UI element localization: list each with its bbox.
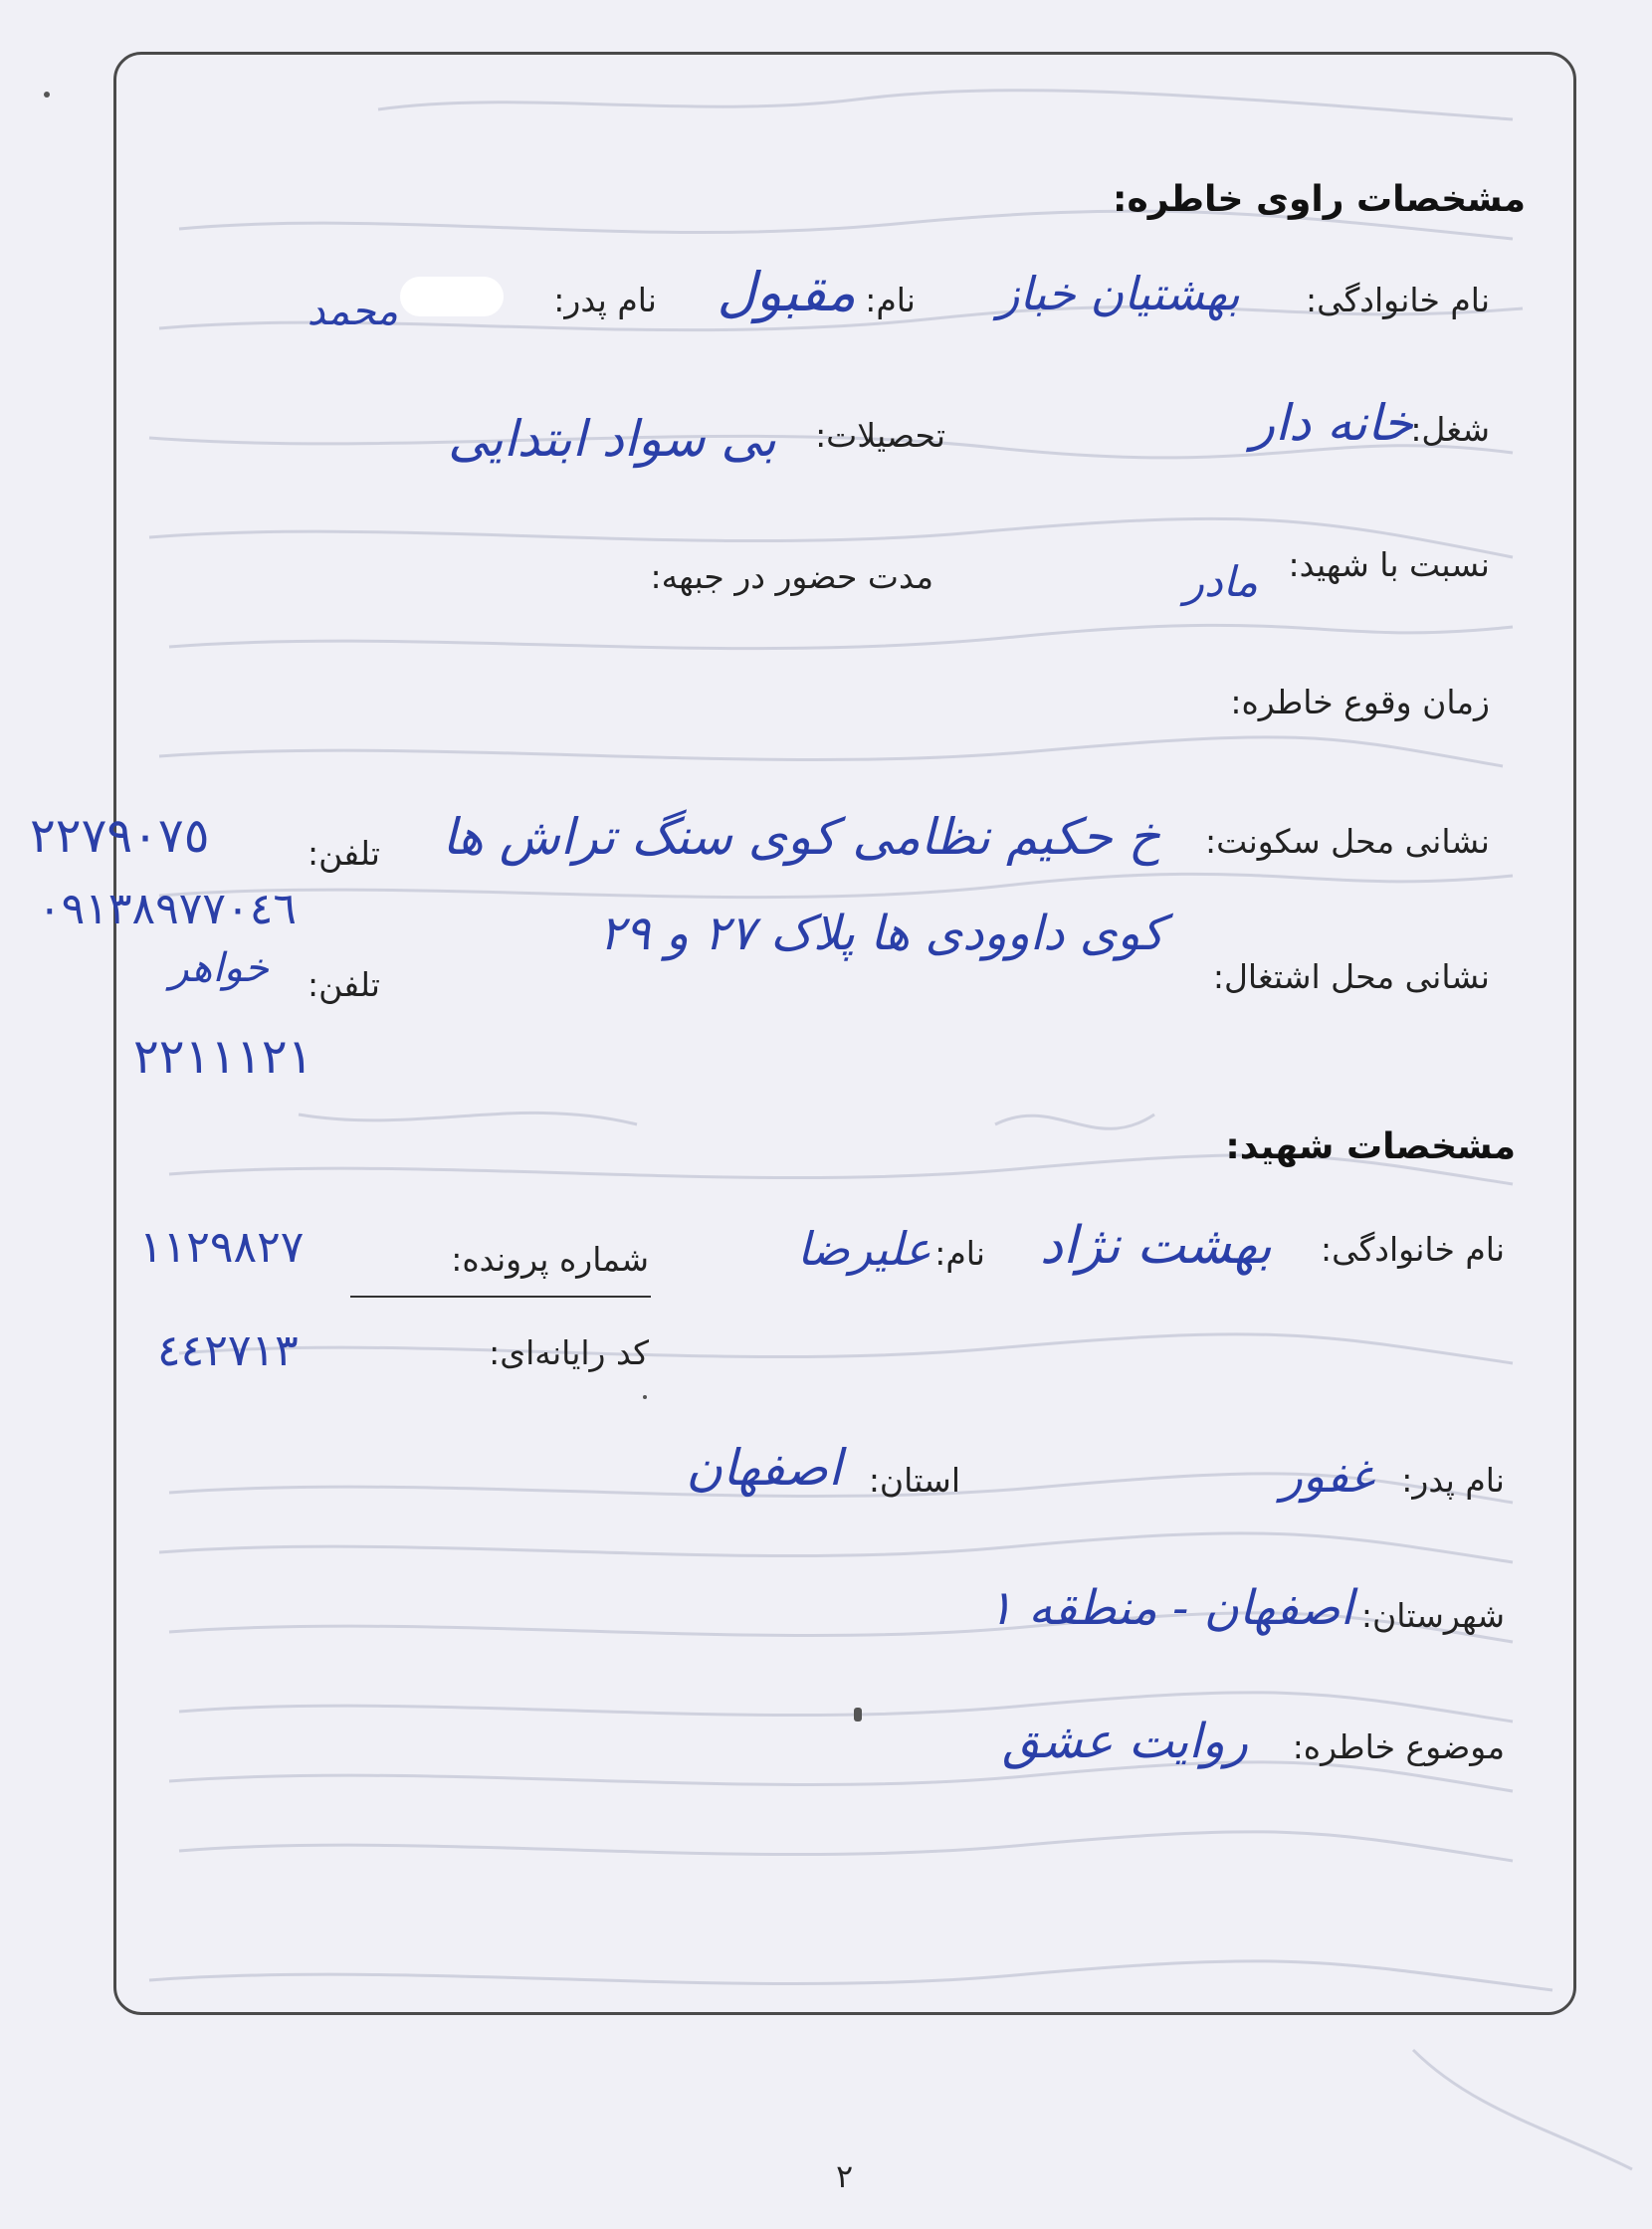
martyr-province-value: اصفهان (686, 1439, 842, 1497)
narrator-phone-value-1a: ٢٢٧٩٠٧٥ (30, 808, 210, 864)
page-number: ۲ (836, 2157, 854, 2195)
narrator-phone-value-1b: ٠٩١٣٨٩٧٧٠٤٦ (38, 884, 297, 934)
martyr-name-value: علیرضا (796, 1222, 931, 1276)
speck-mark (44, 92, 50, 98)
narrator-family-value: بهشتیان خباز (997, 267, 1240, 320)
narrator-name-value: مقبول (717, 261, 856, 323)
narrator-phone-label-1: تلفن: (307, 834, 380, 873)
narrator-job-value: خانه دار (1250, 394, 1413, 452)
narrator-phone-value-2: ٢٢١١١٢١ (133, 1029, 313, 1085)
narrator-father-value: محمد (307, 289, 398, 334)
narrator-phone-label-2: تلفن: (307, 965, 380, 1004)
narrator-education-value: بی سواد ابتدایی (448, 410, 776, 468)
narrator-name-label: نام: (865, 281, 916, 319)
martyr-county-value: اصفهان - منطقه ١ (987, 1580, 1353, 1636)
narrator-heading: مشخصات راوی خاطره: (1113, 179, 1526, 220)
redaction-blot (400, 277, 504, 316)
martyr-heading: مشخصات شهید: (1225, 1126, 1516, 1167)
narrator-work-address-value: کوی داوودی ها پلاک ۲۷ و ۲۹ (599, 906, 1164, 961)
narrator-home-address-value: خ حکیم نظامی کوی سنگ تراش ها (442, 808, 1160, 866)
narrator-home-address-label: نشانی محل سکونت: (1205, 822, 1490, 861)
narrator-father-label: نام پدر: (553, 281, 657, 319)
martyr-family-value: بهشت نژاد (1039, 1216, 1272, 1276)
form-frame (113, 52, 1576, 2015)
martyr-topic-label: موضوع خاطره: (1292, 1727, 1505, 1766)
martyr-file-label: شماره پرونده: (451, 1240, 649, 1279)
speck-mark (854, 1708, 862, 1722)
martyr-file-value: ١١٢٩٨٢٧ (139, 1222, 305, 1273)
narrator-relation-label: نسبت با شهید: (1288, 545, 1490, 584)
narrator-memory-time-label: زمان وقوع خاطره: (1230, 683, 1490, 721)
narrator-work-address-label: نشانی محل اشتغال: (1212, 957, 1490, 996)
martyr-code-label: کد رایانه‌ای: (489, 1333, 649, 1372)
martyr-topic-value: روایت عشق (1002, 1714, 1248, 1769)
martyr-family-label: نام خانوادگی: (1320, 1230, 1505, 1269)
narrator-education-label: تحصیلات: (815, 416, 945, 455)
martyr-county-label: شهرستان: (1360, 1596, 1505, 1635)
narrator-family-label: نام خانوادگی: (1305, 281, 1490, 319)
martyr-father-value: غفور (1280, 1449, 1373, 1503)
narrator-duration-label: مدت حضور در جبهه: (650, 557, 933, 596)
narrator-phone-note-2: خواهر (169, 945, 269, 991)
martyr-father-label: نام پدر: (1401, 1461, 1505, 1500)
martyr-name-label: نام: (934, 1234, 985, 1273)
martyr-province-label: استان: (868, 1461, 960, 1500)
narrator-relation-value: مادر (1183, 557, 1258, 606)
file-number-underline (350, 1296, 651, 1298)
narrator-job-label: شغل: (1410, 410, 1490, 449)
martyr-code-value: ٤٤٢٧١٣ (157, 1325, 299, 1376)
speck-mark (643, 1395, 647, 1399)
